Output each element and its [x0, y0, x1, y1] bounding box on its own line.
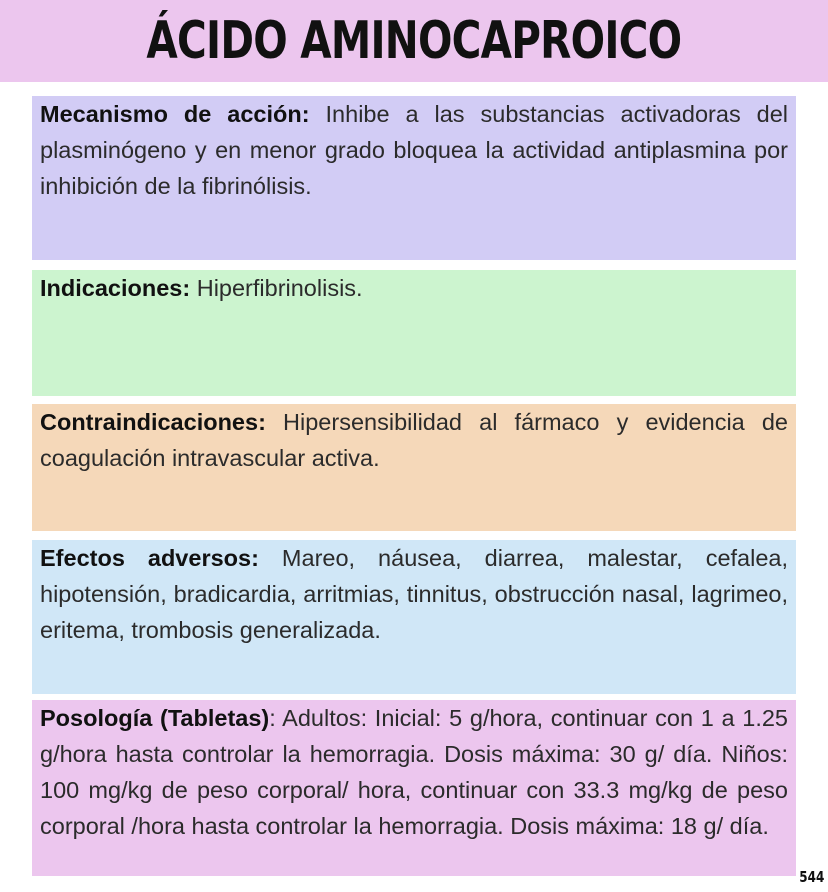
- section-indicaciones: [32, 270, 796, 396]
- page-number: 544: [798, 868, 824, 886]
- section-contraindicaciones: [32, 404, 796, 531]
- page-title: ÁCIDO AMINOCAPROICO: [146, 11, 682, 71]
- section-efectos-adversos: [32, 540, 796, 694]
- section-label: Posología (Tabletas): [40, 705, 270, 731]
- section-text: Hipersensibilidad al fármaco y evidencia de coagulación intravascular activa.: [40, 409, 789, 471]
- section-label: Mecanismo de acción:: [40, 101, 310, 127]
- section-text: : Adultos: Inicial: 5 g/hora, continuar con 1 a 1.25 g/hora hasta controlar la hemorragia. Dosis máxima: 30 g/ día. Niños: 100 mg/kg de peso corporal/ hora, continuar con 33.3 mg/kg de peso corporal /hora hasta controlar la hemorragia. Dosis máxima: 18 g/ día.: [40, 705, 788, 839]
- section-posologia: [32, 700, 796, 876]
- section-text: Mareo, náusea, diarrea, malestar, cefalea, hipotensión, bradicardia, arritmias, tinnitus, obstrucción nasal, lagrimeo, eritema, trombosis generalizada.: [40, 545, 788, 643]
- section-label: Efectos adversos:: [40, 545, 259, 571]
- section-label: Indicaciones:: [40, 275, 191, 301]
- section-label: Contraindicaciones:: [40, 409, 266, 435]
- section-text: Hiperfibrinolisis.: [196, 275, 363, 301]
- section-text: Inhibe a las substancias activadoras del plasminógeno y en menor grado bloquea la actividad antiplasmina por inhibición de la fibrinólisis.: [40, 101, 789, 199]
- title-banner: [0, 0, 828, 82]
- section-mecanismo-de-accion: [32, 96, 796, 260]
